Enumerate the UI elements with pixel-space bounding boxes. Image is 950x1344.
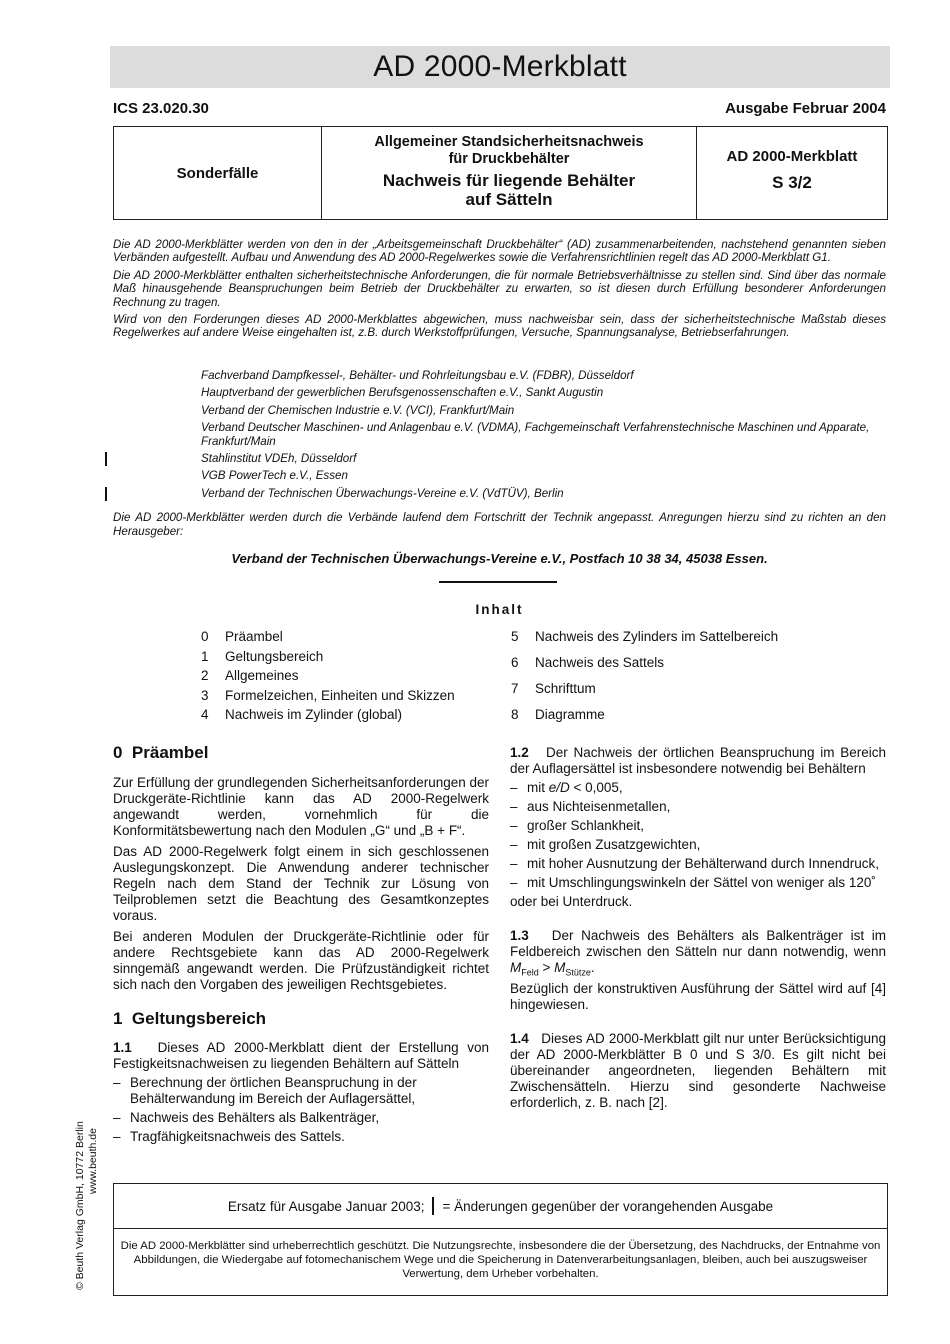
body-paragraph — [510, 928, 886, 981]
intro-paragraph: Die AD 2000-Merkblätter werden von den in der „Arbeitsgemeinschaft Druckbehälter“ (AD) zusammenarbeitenden, nachstehend genannten sieben Verbänden aufgestellt. Aufbau und Anwendung des AD 2000-Regelwerkes sowie die Verfahrensrichtlinien regelt das AD 2000-Merkblatt G1. — [113, 238, 886, 265]
right-column — [510, 745, 886, 1116]
association-item-changed — [201, 452, 871, 465]
body-paragraph: Bei anderen Modulen der Druckgeräte-Richtlinie oder für andere Rechtsgebiete kann das AD 2000-Regelwerk sinngemäß angewandt werden. Die Prüfzuständigkeit richtet sich nach den Vorgaben des jeweiligen Rechtsgebietes. — [113, 929, 489, 992]
body-paragraph: oder bei Unterdruck. — [510, 894, 633, 909]
toc-number: 7 — [511, 681, 519, 696]
toc-item — [511, 655, 778, 681]
change-bar-legend — [432, 1197, 434, 1215]
title-line-2: auf Sätteln — [465, 190, 553, 209]
list-item: – Nachweis des Behälters als Balkenträger, — [113, 1110, 489, 1126]
body-paragraph — [510, 745, 886, 777]
body-paragraph — [510, 1031, 886, 1111]
title-line-1: Nachweis für liegende Behälter — [382, 171, 636, 190]
math-subscript: Feld — [521, 967, 539, 978]
body-paragraph: Das AD 2000-Regelwerk folgt einem in sich geschlossenen Auslegungskonzept. Die Anwendung anderer technischer Regeln nach dem Stand der Technik zur Lösung von Teilproblemen setzt die Beachtung des Gesamtkonzeptes voraus. — [113, 844, 489, 923]
title-block — [322, 127, 697, 219]
association-list — [201, 369, 871, 504]
sidenote-line: © Beuth Verlag GmbH, 10772 Berlin — [74, 1121, 86, 1290]
toc-label: Nachweis des Sattels — [535, 655, 665, 670]
toc-item — [511, 681, 778, 707]
list-item — [510, 780, 886, 796]
math-variable: M — [554, 960, 566, 975]
body-paragraph: Zur Erfüllung der grundlegenden Sicherheitsanforderungen der Druckgeräte-Richtlinie kann das AD 2000-Regelwerk angewandt werden, vornehmlich für die Konformitätsbewertung nach den Modulen „G“ und „B + F“. — [113, 775, 489, 838]
association-label: Verband der Technischen Überwachungs-Vereine e.V. (VdTÜV), Berlin — [201, 486, 564, 500]
paragraph-text: Der Nachweis der örtlichen Beanspruchung im Bereich der Auflagersättel ist insbesondere notwendig bei Behältern — [510, 745, 886, 776]
edition-date: Ausgabe Februar 2004 — [725, 100, 886, 117]
divider — [439, 581, 557, 583]
subject-line-2: für Druckbehälter — [448, 151, 570, 167]
toc-item — [201, 668, 455, 688]
association-label: Stahlinstitut VDEh, Düsseldorf — [201, 452, 357, 466]
intro-closing: Die AD 2000-Merkblätter werden durch die Verbände laufend dem Fortschritt der Technik angepasst. Anregungen hierzu sind zu richten an den Herausgeber: — [113, 511, 886, 538]
replacement-box — [113, 1183, 888, 1296]
association-item: Fachverband Dampfkessel-, Behälter- und Rohrleitungsbau e.V. (FDBR), Düsseldorf — [201, 369, 634, 382]
list-item: – Tragfähigkeitsnachweis des Sattels. — [113, 1129, 489, 1145]
paragraph-number: 1.2 — [510, 745, 529, 760]
intro-paragraph: Wird von den Forderungen dieses AD 2000-Merkblattes abgewichen, muss nachweisbar sein, dass der sicherheitstechnische Maßstab dieses Regelwerkes auf andere Weise eingehalten ist, z.B. durch Werkstoffprüfungen, Versuche, Spannungsanalyse, Betriebserfahrungen. — [113, 313, 886, 340]
section-number: 0 — [113, 743, 123, 762]
toc-label: Diagramme — [535, 707, 605, 722]
toc-left-column — [201, 629, 455, 727]
toc-number: 2 — [201, 668, 209, 684]
subject-line-1: Allgemeiner Standsicherheitsnachweis — [374, 134, 644, 150]
toc-number: 5 — [511, 629, 519, 644]
list-item: – mit großen Zusatzgewichten, — [510, 837, 886, 853]
paragraph-text: Der Nachweis des Behälters als Balkenträger ist im Feldbereich zwischen den Sätteln nur dann notwendig, wenn — [510, 928, 886, 959]
math-variable: M — [510, 960, 522, 975]
association-item-changed — [201, 487, 871, 500]
toc-number: 4 — [201, 707, 209, 723]
association-item: VGB PowerTech e.V., Essen — [201, 469, 348, 483]
math-punctuation: . — [590, 960, 595, 975]
section-heading — [113, 1011, 489, 1027]
math-subscript: Stütze — [565, 967, 591, 978]
intro-text — [113, 238, 886, 344]
toc-number: 0 — [201, 629, 209, 644]
toc-number: 6 — [511, 655, 519, 670]
toc-number: 8 — [511, 707, 519, 722]
document-banner: AD 2000-Merkblatt — [110, 46, 890, 88]
doc-label: AD 2000-Merkblatt — [726, 148, 858, 165]
publisher-sidenote — [74, 1121, 100, 1290]
body-paragraph: Bezüglich der konstruktiven Ausführung der Sättel wird auf [4] hingewiesen. — [510, 980, 886, 1012]
toc-label: Formelzeichen, Einheiten und Skizzen — [225, 687, 455, 703]
association-item: Hauptverband der gewerblichen Berufsgenossenschaften e.V., Sankt Augustin — [201, 386, 604, 400]
paragraph-number: 1.4 — [510, 1030, 529, 1046]
doc-id-block — [697, 127, 887, 219]
category-label: Sonderfälle — [114, 127, 322, 219]
sidenote-line: www.beuth.de — [87, 1128, 99, 1194]
section-title: Geltungsbereich — [131, 1009, 267, 1028]
item-text: < 0,005, — [569, 780, 623, 795]
toc-label: Schrifttum — [535, 681, 596, 696]
toc-right-column — [511, 629, 778, 733]
toc-item — [201, 688, 455, 708]
toc-label: Nachweis im Zylinder (global) — [225, 707, 403, 723]
paragraph-text: Dieses AD 2000-Merkblatt dient der Erstellung von Festigkeitsnachweisen zu liegenden Behältern auf Sätteln — [113, 1040, 489, 1071]
section-number: 1 — [113, 1009, 123, 1028]
toc-label: Präambel — [225, 629, 283, 644]
change-bar — [105, 452, 107, 466]
intro-paragraph: Die AD 2000-Merkblätter enthalten sicherheitstechnische Anforderungen, die für normale Betriebsverhältnisse zu stellen sind. Sind über das normale Maß hinausgehende Beanspruchungen beim Betrieb der Druckbehälter zu erwarten, so ist diesen durch Erfüllung besonderer Anforderungen Rechnung zu tragen. — [113, 268, 886, 309]
list-item: – Berechnung der örtlichen Beanspruchung in der Behälterwandung im Bereich der Auflagersättel, — [113, 1075, 489, 1107]
paragraph-number: 1.3 — [510, 928, 529, 943]
toc-label: Allgemeines — [225, 668, 299, 684]
toc-item — [201, 629, 455, 649]
body-paragraph — [113, 1040, 489, 1072]
item-text: mit — [527, 780, 549, 795]
bullet-list — [113, 1075, 489, 1145]
list-item: – großer Schlankheit, — [510, 818, 886, 834]
doc-number: S 3/2 — [772, 173, 812, 192]
section-title: Präambel — [131, 743, 209, 762]
toc-item — [511, 629, 778, 655]
toc-item — [201, 707, 455, 727]
toc-label: Nachweis des Zylinders im Sattelbereich — [535, 629, 779, 644]
list-item: – mit hoher Ausnutzung der Behälterwand durch Innendruck, — [510, 856, 886, 872]
changes-legend-text: = Änderungen gegenüber der vorangehenden Ausgabe — [442, 1198, 774, 1214]
change-bar — [105, 487, 107, 501]
bullet-list — [510, 780, 886, 891]
toc-item — [201, 649, 455, 669]
replacement-note — [114, 1184, 887, 1229]
math-operator: > — [538, 960, 555, 975]
paragraph-number: 1.1 — [113, 1040, 132, 1055]
copyright-notice: Die AD 2000-Merkblätter sind urheberrechtlich geschützt. Die Nutzungsrechte, insbesondere die der Übersetzung, des Nachdrucks, der Entnahme von Abbildungen, die Wiedergabe auf fotomechanischem Wege und die Speicherung in Datenverarbeitungsanlagen, bleiben, auch bei auszugsweiser Verwertung, dem Urheber vorbehalten. — [120, 1240, 881, 1280]
association-item: Verband der Chemischen Industrie e.V. (VCI), Frankfurt/Main — [201, 403, 515, 417]
toc-number: 3 — [201, 687, 209, 703]
ics-code: ICS 23.020.30 — [113, 100, 209, 117]
publisher-address: Verband der Technischen Überwachungs-Vereine e.V., Postfach 10 38 34, 45038 Essen. — [231, 551, 768, 566]
replacement-text: Ersatz für Ausgabe Januar 2003; — [227, 1198, 425, 1214]
association-item: Verband Deutscher Maschinen- und Anlagenbau e.V. (VDMA), Fachgemeinschaft Verfahrenstechnische Maschinen und Apparate, Frankfurt/Main — [201, 421, 870, 448]
left-column — [113, 745, 489, 1148]
toc-label: Geltungsbereich — [225, 648, 324, 664]
toc-number: 1 — [201, 648, 209, 664]
list-item: – mit Umschlingungswinkeln der Sättel von weniger als 120˚ — [510, 875, 886, 891]
toc-heading: Inhalt — [475, 602, 524, 617]
math-variable: e/D — [548, 780, 570, 795]
section-heading — [113, 745, 489, 761]
title-box — [113, 126, 888, 220]
toc-item — [511, 707, 778, 733]
paragraph-text: Dieses AD 2000-Merkblatt gilt nur unter Berücksichtigung der AD 2000-Merkblätter B 0 und S 3/0. Es gilt nicht bei übereinander angeordneten, liegenden Behältern mit Zwischensätteln. Hierzu sind gesonderte Nachweise erforderlich, z. B. nach [2]. — [510, 1030, 886, 1110]
list-item: – aus Nichteisenmetallen, — [510, 799, 886, 815]
